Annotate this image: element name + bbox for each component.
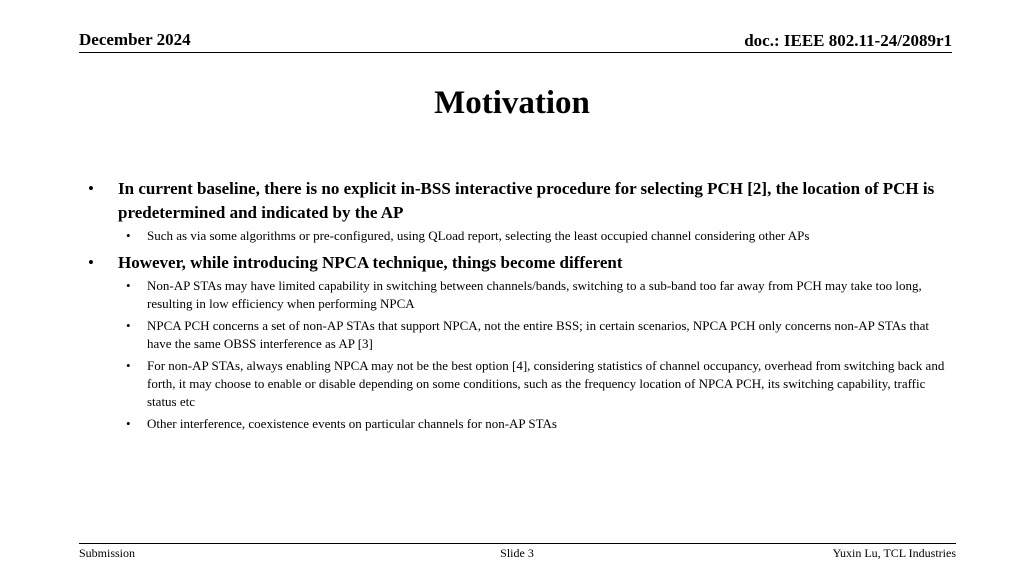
header-doc-id: doc.: IEEE 802.11-24/2089r1 (744, 31, 952, 50)
sub-bullet-item (88, 227, 948, 245)
sub-bullet-text: Other interference, coexistence events on particular channels for non-AP STAs (147, 416, 557, 431)
sub-bullet-list (88, 277, 948, 433)
footer-author: Yuxin Lu, TCL Industries (832, 546, 956, 560)
bullet-dot-icon: • (126, 228, 131, 243)
bullet-text: However, while introducing NPCA technique, things become different (118, 253, 623, 272)
sub-bullet-item (88, 415, 948, 433)
bullet-dot-icon: • (88, 253, 94, 272)
sub-bullet-item (88, 317, 948, 353)
bullet-item (88, 177, 948, 225)
sub-bullet-text: Such as via some algorithms or pre-configured, using QLoad report, selecting the least occupied channel considering other APs (147, 228, 810, 243)
sub-bullet-text: NPCA PCH concerns a set of non-AP STAs that support NPCA, not the entire BSS; in certain scenarios, NPCA PCH only concerns non-AP STAs that have the same OBSS interference as AP [3] (147, 318, 929, 351)
header-divider (79, 52, 952, 53)
bullet-dot-icon: • (126, 278, 131, 293)
footer-slide-number: Slide 3 (500, 546, 534, 560)
slide-content (88, 177, 948, 439)
bullet-text: In current baseline, there is no explicit in-BSS interactive procedure for selecting PCH [2], the location of PCH is predetermined and indicated by the AP (118, 179, 935, 222)
bullet-dot-icon: • (126, 416, 131, 431)
header-date: December 2024 (79, 30, 191, 49)
sub-bullet-item (88, 277, 948, 313)
sub-bullet-list (88, 227, 948, 245)
footer-divider (79, 543, 956, 544)
bullet-dot-icon: • (126, 318, 131, 333)
footer-submission: Submission (79, 546, 136, 560)
sub-bullet-text: For non-AP STAs, always enabling NPCA may not be the best option [4], considering statistics of channel occupancy, overhead from switching back and forth, it may choose to enable or disable depending on some conditions, such as the frequency location of NPCA PCH, its switching capability, traffic status etc (147, 358, 945, 409)
sub-bullet-text: Non-AP STAs may have limited capability in switching between channels/bands, switching to a sub-band too far away from PCH may take too long, resulting in low efficiency when performing NPCA (147, 278, 922, 311)
slide-title: Motivation (434, 85, 590, 121)
bullet-dot-icon: • (88, 179, 94, 198)
bullet-item (88, 251, 948, 275)
bullet-dot-icon: • (126, 358, 131, 373)
sub-bullet-item (88, 357, 948, 411)
